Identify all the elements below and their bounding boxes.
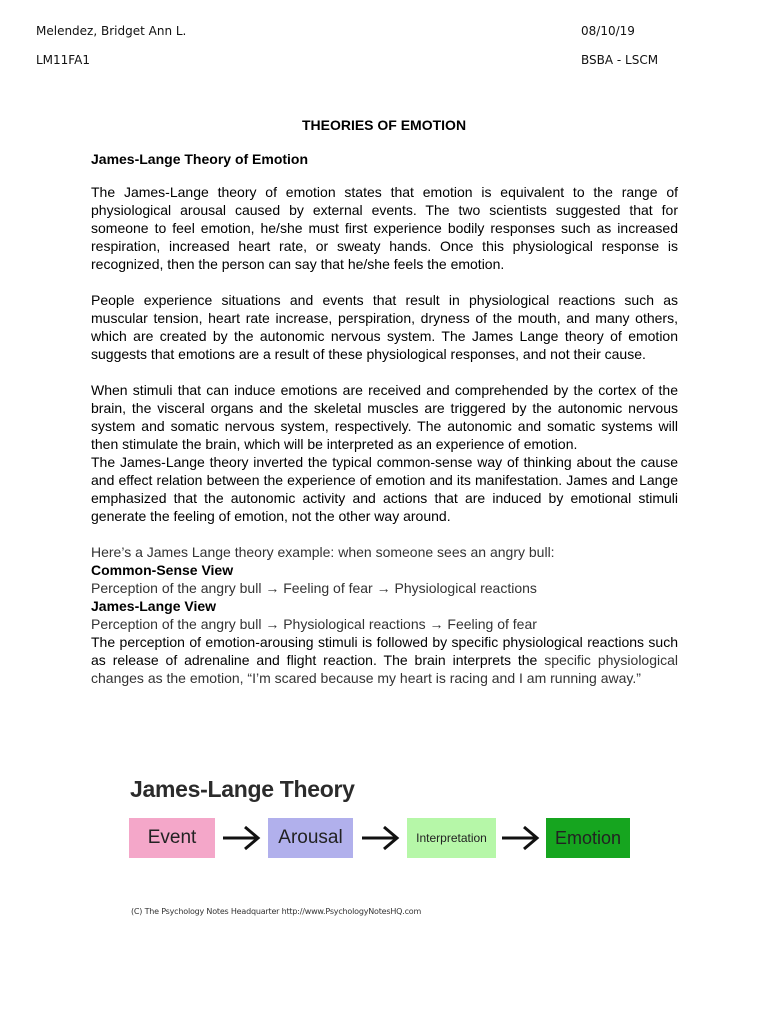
closing-paragraph-part-2: specific physiological changes as the emotion, “I’m scared because my heart is racing and I am running away.” — [91, 652, 679, 686]
right-arrow-icon — [360, 824, 400, 857]
james-lange-diagram — [122, 762, 642, 927]
james-lange-text: Perception of the angry bull → Physiological reactions → Feeling of fear — [91, 616, 537, 632]
section-heading: James-Lange Theory of Emotion — [91, 151, 309, 167]
closing-paragraph — [91, 633, 678, 687]
common-sense-text: Perception of the angry bull → Feeling of fear → Physiological reactions — [91, 580, 537, 596]
author-name: Melendez, Bridget Ann L. — [36, 24, 187, 38]
james-lange-heading: James-Lange View — [91, 598, 217, 614]
diagram-credit: (C) The Psychology Notes Headquarter http://www.PsychologyNotesHQ.com — [131, 907, 422, 916]
paragraph-inversion: The James-Lange theory inverted the typical common-sense way of thinking about the cause and effect relation between the experience of emotion and its manifestation. James and Lange emphasized that the autonomic activity and actions that are induced by emotional stimuli generate the feeling of emotion, not the other way around. — [91, 454, 678, 524]
diagram-title: James-Lange Theory — [130, 776, 355, 802]
step-event: Event — [129, 818, 215, 858]
document-date: 08/10/19 — [581, 24, 635, 38]
paragraph-definition: The James-Lange theory of emotion states that emotion is equivalent to the range of physiological arousal caused by external events. The two scientists suggested that for someone to feel emotion, he/she must first experience bodily responses such as increased respiration, increased heart rate, or sweaty hands. Once this physiological response is recognized, then the person can say that he/she feels the emotion. — [91, 184, 678, 272]
example-intro: Here’s a James Lange theory example: when someone sees an angry bull: — [91, 544, 555, 560]
document-body — [91, 150, 678, 687]
step-emotion: Emotion — [546, 818, 630, 858]
document-title: THEORIES OF EMOTION — [301, 117, 467, 133]
section-code: LM11FA1 — [36, 53, 90, 67]
program-name: BSBA - LSCM — [581, 53, 659, 67]
step-arousal: Arousal — [268, 818, 353, 858]
right-arrow-icon — [221, 824, 261, 857]
step-interpretation: Interpretation — [407, 818, 496, 858]
closing-paragraph-part-1: The perception of emotion-arousing stimuli is followed by specific physiological reactions such as release of adrenaline and flight reaction. The brain interprets the — [91, 634, 678, 668]
paragraph-physiological-reactions: People experience situations and events that result in physiological reactions such as muscular tension, heart rate increase, perspiration, dryness of the mouth, and many others, which are created by the autonomic nervous system. The James Lange theory of emotion suggests that emotions are a result of these physiological responses, and not their cause. — [91, 292, 678, 362]
right-arrow-icon — [500, 824, 540, 857]
paragraph-stimuli: When stimuli that can induce emotions are received and comprehended by the cortex of the brain, the visceral organs and the skeletal muscles are triggered by the autonomic nervous system and somatic nervous system, respectively. The autonomic and somatic systems will then stimulate the brain, which will be interpreted as an experience of emotion. — [91, 382, 678, 452]
common-sense-heading: Common-Sense View — [91, 562, 234, 578]
